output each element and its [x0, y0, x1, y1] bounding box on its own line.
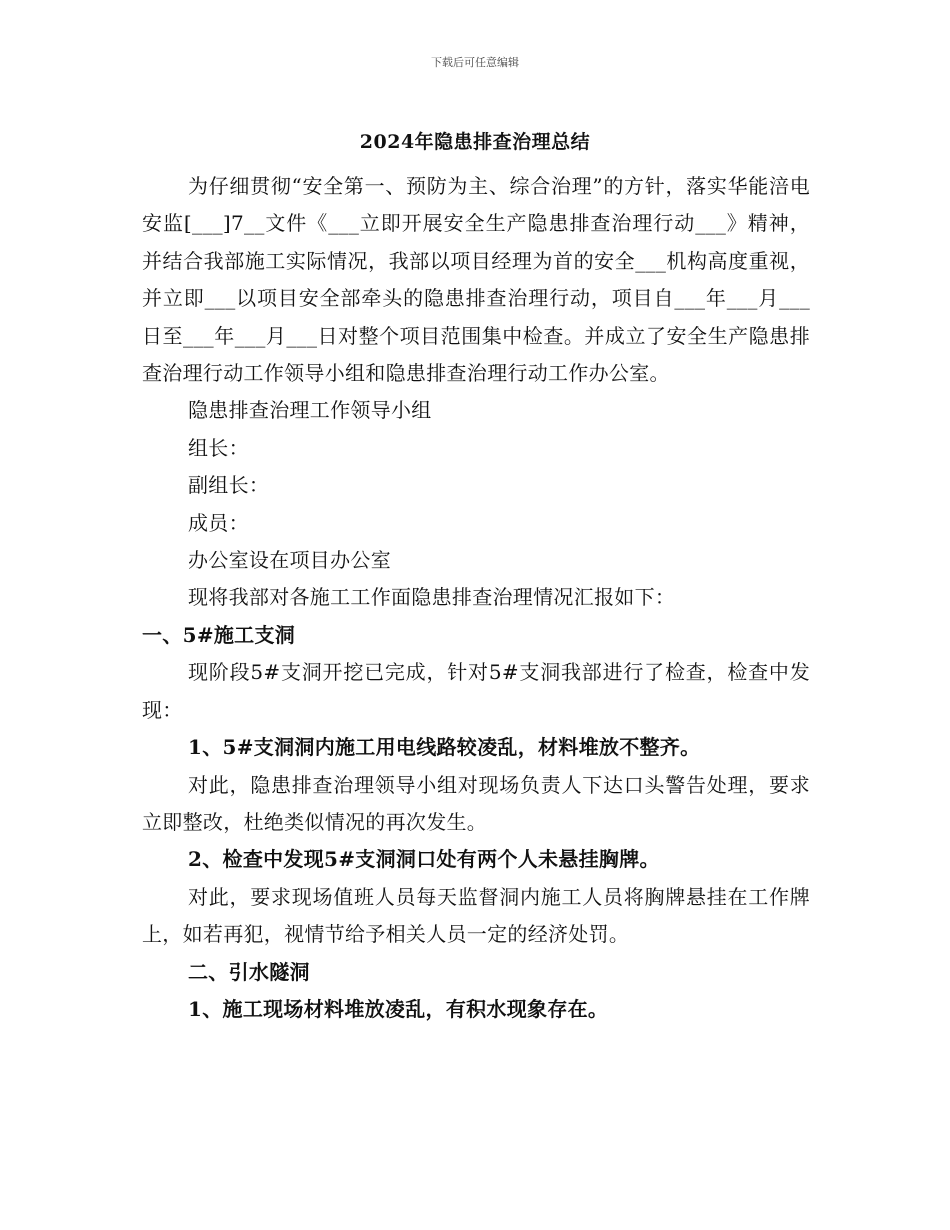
section1-item1: 1、5#支洞洞内施工用电线路较凌乱，材料堆放不整齐。 — [188, 735, 701, 760]
document-body — [142, 168, 810, 1028]
office-location: 办公室设在项目办公室 — [188, 548, 391, 573]
group-deputy: 副组长： — [188, 473, 270, 498]
section1-item2-response: 对此，要求现场值班人员每天监督洞内施工人员将胸牌悬挂在工作牌上，如若再犯，视情节给予相关人员一定的经济处罚。 — [142, 884, 810, 947]
group-members: 成员： — [188, 510, 249, 535]
group-leader: 组长： — [188, 435, 249, 460]
section2-item1: 1、施工现场材料堆放凌乱，有积水现象存在。 — [188, 996, 609, 1021]
document-title: 2024年隐患排查治理总结 — [359, 131, 591, 153]
section1-intro: 现阶段5#支洞开挖已完成，针对5#支洞我部进行了检查，检查中发现： — [142, 660, 810, 722]
section1-heading: 一、5#施工支洞 — [142, 622, 296, 647]
section2-heading: 二、引水隧洞 — [188, 959, 310, 984]
report-intro: 现将我部对各施工工作面隐患排查治理情况汇报如下： — [188, 585, 676, 610]
group-title: 隐患排查治理工作领导小组 — [188, 398, 432, 423]
section1-item2: 2、检查中发现5#支洞洞口处有两个人未悬挂胸牌。 — [188, 847, 660, 872]
section1-item1-response: 对此，隐患排查治理领导小组对现场负责人下达口头警告处理，要求立即整改，杜绝类似情况的再次发生。 — [142, 772, 810, 834]
page-header: 下载后可任意编辑 — [431, 56, 519, 69]
intro-paragraph: 为仔细贯彻“安全第一、预防为主、综合治理”的方针，落实华能涪电安监[___]7__文件《___立即开展安全生产隐患排查治理行动___》精神，并结合我部施工实际情况，我部以项目经理为首的安全___机构高度重视，并立即___以项目安全部牵头的隐患排查治理行动，项目自___年___月___日至___年___月___日对整个项目范围集中检查。并成立了安全生产隐患排查治理行动工作领导小组和隐患排查治理行动工作办公室。 — [142, 174, 810, 386]
